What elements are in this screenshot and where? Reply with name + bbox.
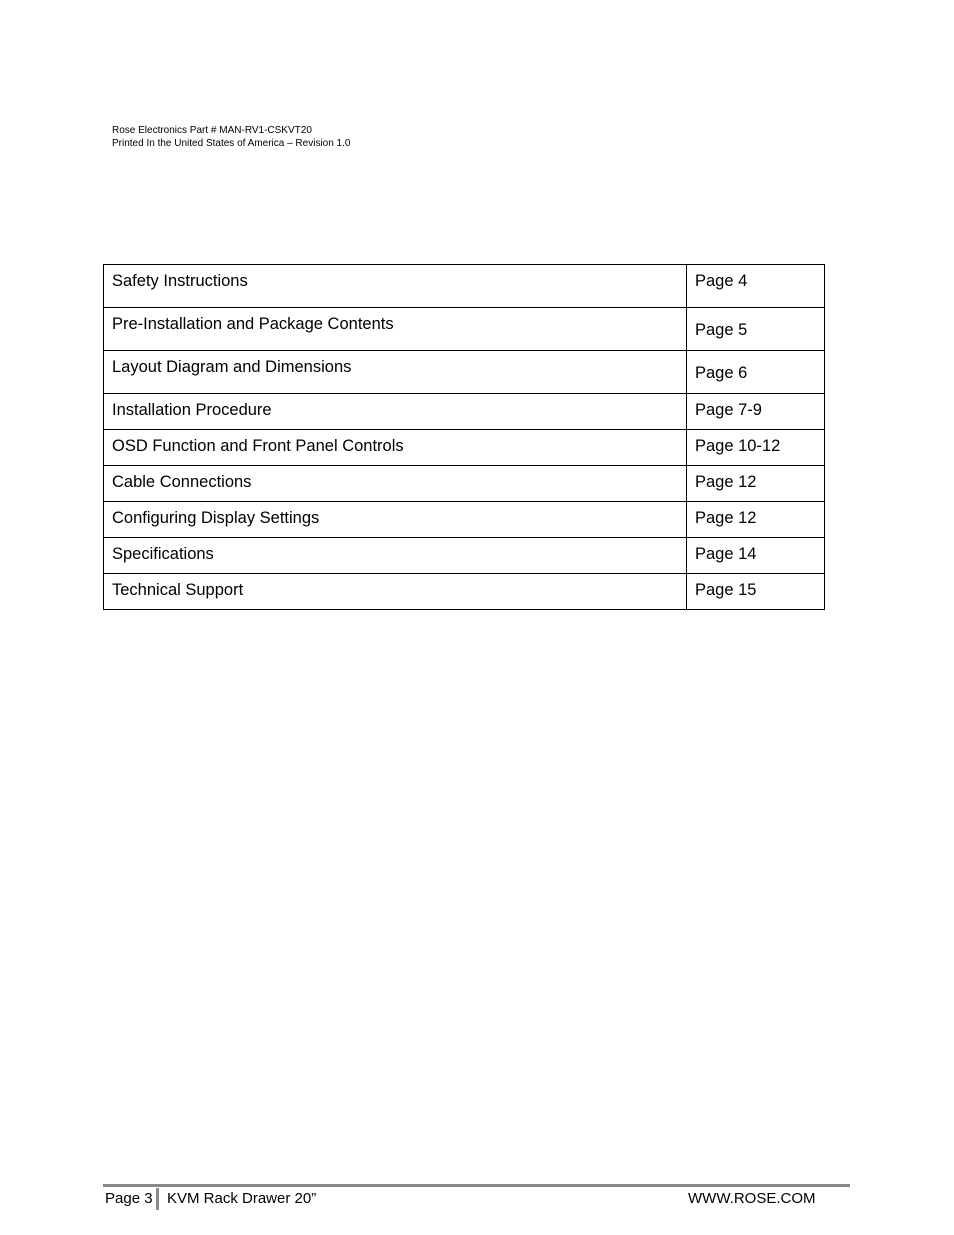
footer-rule [103,1184,850,1187]
table-row [104,574,825,610]
table-of-contents [103,264,825,610]
page-footer [105,1188,850,1212]
toc-section: OSD Function and Front Panel Controls [104,430,687,466]
table-row [104,265,825,308]
toc-page: Page 10-12 [687,430,825,466]
toc-section: Configuring Display Settings [104,502,687,538]
toc-page: Page 14 [687,538,825,574]
toc-section: Pre-Installation and Package Contents [104,308,687,351]
part-number: Rose Electronics Part # MAN-RV1-CSKVT20 [112,125,312,136]
footer-divider [156,1188,159,1210]
toc-section: Cable Connections [104,466,687,502]
toc-page: Page 7-9 [687,394,825,430]
table-row [104,351,825,394]
printed-note: Printed In the United States of America – Revision 1.0 [112,138,351,149]
table-row [104,502,825,538]
table-row [104,430,825,466]
toc-section: Specifications [104,538,687,574]
table-row [104,394,825,430]
toc-page: Page 5 [687,308,825,351]
table-row [104,308,825,351]
footer-doc-title: KVM Rack Drawer 20” [167,1190,317,1207]
toc-page: Page 12 [687,466,825,502]
toc-page: Page 4 [687,265,825,308]
toc-section: Layout Diagram and Dimensions [104,351,687,394]
toc-page: Page 12 [687,502,825,538]
header-note [112,124,350,150]
toc-section: Safety Instructions [104,265,687,308]
footer-website: WWW.ROSE.COM [688,1190,816,1207]
toc-section: Installation Procedure [104,394,687,430]
table-row [104,538,825,574]
toc-page: Page 15 [687,574,825,610]
toc-page: Page 6 [687,351,825,394]
footer-page-number: Page 3 [105,1190,153,1207]
table-row [104,466,825,502]
toc-section: Technical Support [104,574,687,610]
